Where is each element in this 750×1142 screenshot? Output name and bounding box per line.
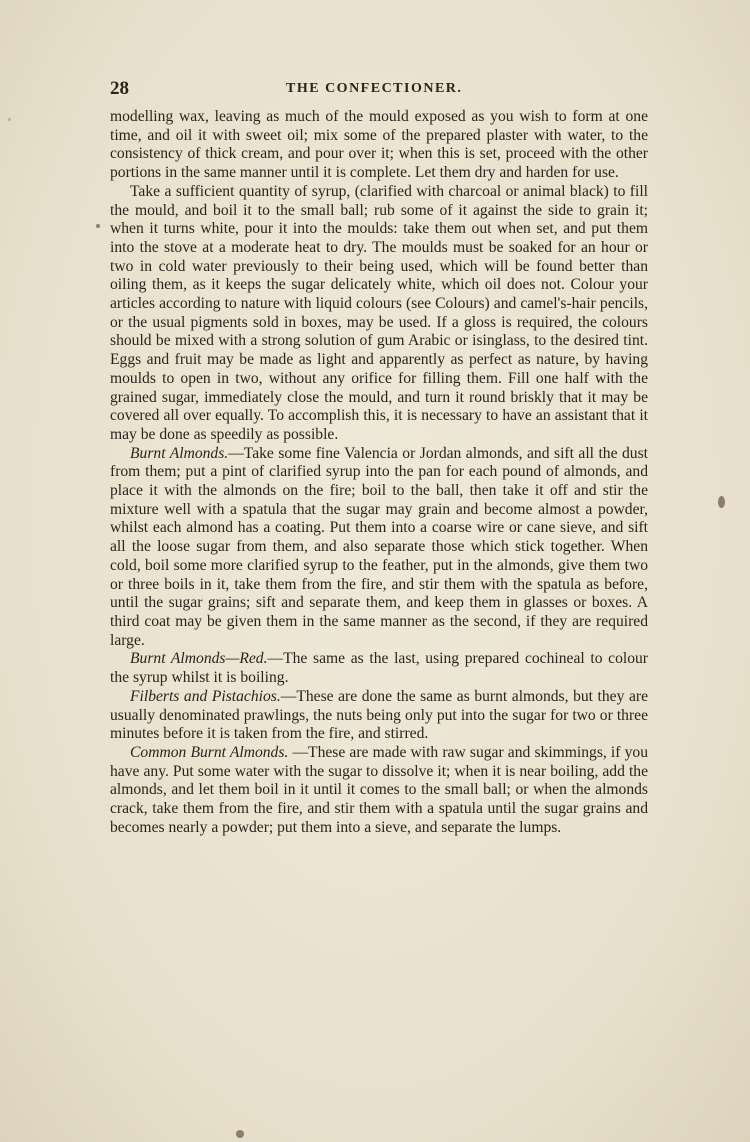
running-title: THE CONFECTIONER. bbox=[286, 81, 463, 96]
page-number: 28 bbox=[110, 78, 129, 99]
paragraph-text: modelling wax, leaving as much of the mould exposed as you wish to form at one time, and oil it with sweet oil; mix some of the prepared plaster with water, to the consistency of thick cream, and pour over it; when this is set, proceed with the other portions in the same manner until it is complete. Let them dry and harden for use. bbox=[110, 108, 648, 182]
recipe-title: Burnt Almonds—Red. bbox=[130, 650, 268, 668]
recipe-paragraph bbox=[110, 650, 648, 687]
recipe-paragraph bbox=[110, 445, 648, 651]
paper-speck bbox=[8, 118, 11, 121]
paragraph bbox=[110, 108, 648, 183]
recipe-title: Common Burnt Almonds. bbox=[130, 743, 289, 761]
recipe-title: Burnt Almonds. bbox=[130, 444, 229, 462]
paper-speck bbox=[236, 1130, 244, 1138]
paragraph-text: —These are done the same as burnt almonds, but they are usually denominated prawlings, the nuts being only put into the sugar for two or three minutes before it is taken from the fire, and stirred. bbox=[110, 687, 648, 743]
body-text bbox=[110, 108, 648, 837]
paragraph-text: —These are made with raw sugar and skimmings, if you have any. Put some water with the sugar to dissolve it; when it is near boiling, add the almonds, and let them boil in it until it comes to the small ball; or when the almonds crack, take them from the fire, and stir them with a spatula until the sugar grains and becomes nearly a powder; put them into a sieve, and separate the lumps. bbox=[110, 743, 648, 836]
recipe-paragraph bbox=[110, 744, 648, 838]
paragraph-text: Take a sufficient quantity of syrup, (clarified with charcoal or animal black) to fill the mould, and boil it to the small ball; rub some of it against the side to grain it; when it turns white, pour it into the moulds: take them out when set, and put them into the stove at a moderate heat to dry. The moulds must be soaked for an hour or two in cold water previously to their being used, which will be found better than oiling them, as it keeps the sugar delicately white, which oil does not. Colour your articles according to nature with liquid colours (see Colours) and camel's-hair pencils, or the usual pigments sold in boxes, may be used. If a gloss is required, the colours should be mixed with a strong solution of gum Arabic or isinglass, to the desired tint. Eggs and fruit may be made as light and apparently as perfect as nature, by having moulds to open in two, without any orifice for filling them. Fill one half with the grained sugar, immediately close the mould, and turn it round briskly that it may be covered all over equally. To accomplish this, it is necessary to have an assistant that it may be done as speedily as possible. bbox=[110, 182, 648, 443]
recipe-title: Filberts and Pistachios. bbox=[130, 687, 281, 705]
page-header bbox=[110, 78, 648, 100]
paragraph-text: —Take some fine Valencia or Jordan almonds, and sift all the dust from them; put a pint of clarified syrup into the pan for each pound of almonds, and place it with the almonds on the fire; boil to the ball, then take it off and stir the mixture well with a spatula that the sugar may grain and become almost a powder, whilst each almond has a coating. Put them into a coarse wire or cane sieve, and sift all the loose sugar from them, and also separate those which stick together. When cold, boil some more clarified syrup to the feather, put in the almonds, give them two or three boils in it, take them from the fire, and stir them with the spatula as before, until the sugar grains; sift and separate them, and keep them in glasses or boxes. A third coat may be given them in the same manner as the second, if they are required large. bbox=[110, 444, 648, 649]
paragraph bbox=[110, 183, 648, 445]
paragraph-text: —The same as the last, using prepared cochineal to colour the syrup whilst it is boiling. bbox=[110, 650, 648, 687]
paper-speck bbox=[718, 496, 725, 508]
paper-speck bbox=[96, 224, 100, 228]
recipe-paragraph bbox=[110, 688, 648, 744]
